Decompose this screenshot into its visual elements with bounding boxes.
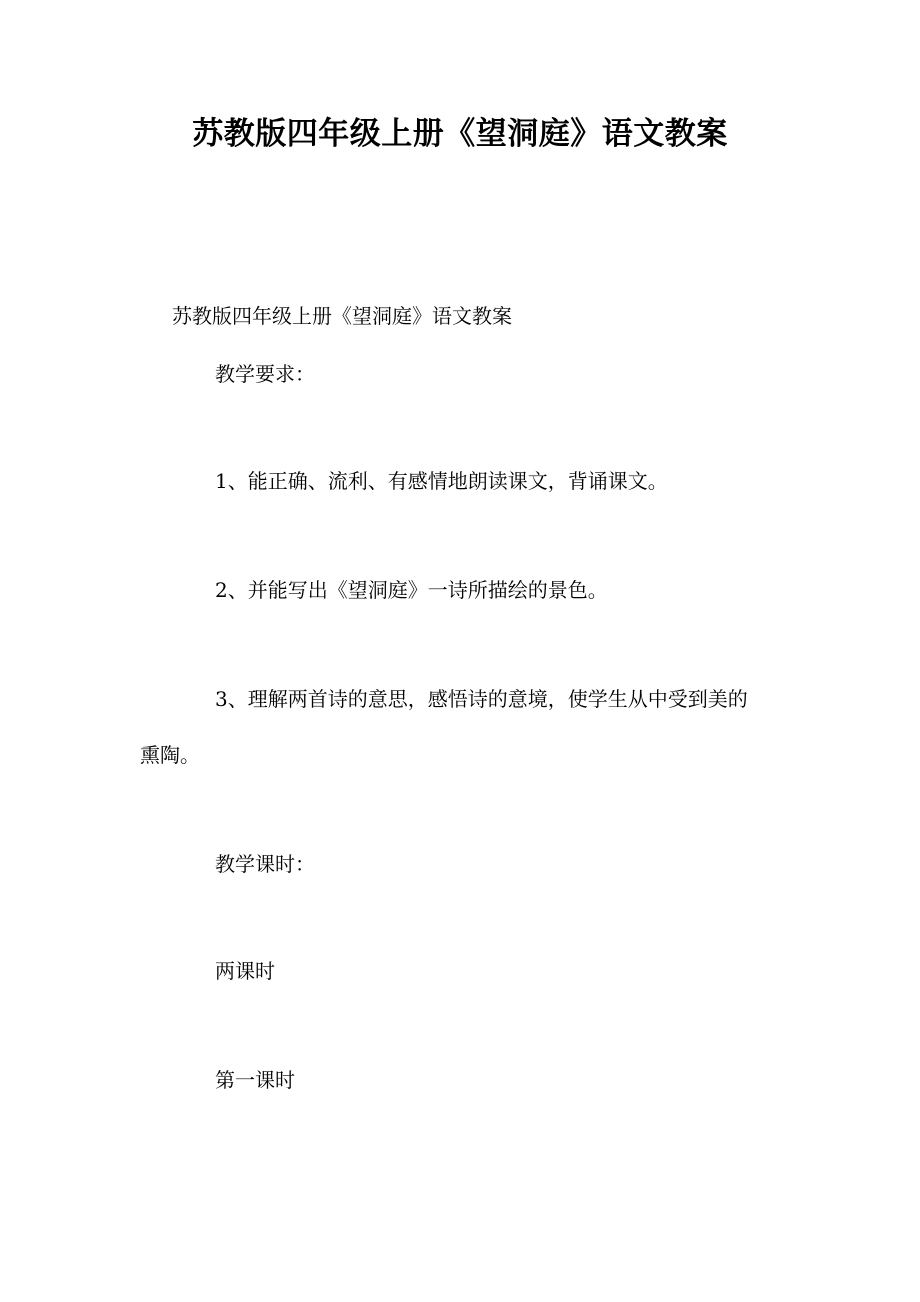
hours-value: 两课时 bbox=[215, 959, 275, 983]
requirement-item-3-line2: 熏陶。 bbox=[140, 743, 200, 767]
hours-heading: 教学课时： bbox=[215, 852, 315, 876]
requirement-item-1: 1、能正确、流利、有感情地朗读课文，背诵课文。 bbox=[215, 469, 668, 493]
requirement-item-2: 2、并能写出《望洞庭》一诗所描绘的景色。 bbox=[215, 578, 608, 602]
requirements-heading: 教学要求： bbox=[215, 362, 315, 386]
document-title: 苏教版四年级上册《望洞庭》语文教案 bbox=[192, 116, 728, 152]
requirement-item-3-line1: 3、理解两首诗的意思，感悟诗的意境，使学生从中受到美的 bbox=[215, 687, 748, 711]
document-subtitle: 苏教版四年级上册《望洞庭》语文教案 bbox=[172, 304, 512, 328]
first-lesson-heading: 第一课时 bbox=[215, 1068, 295, 1092]
